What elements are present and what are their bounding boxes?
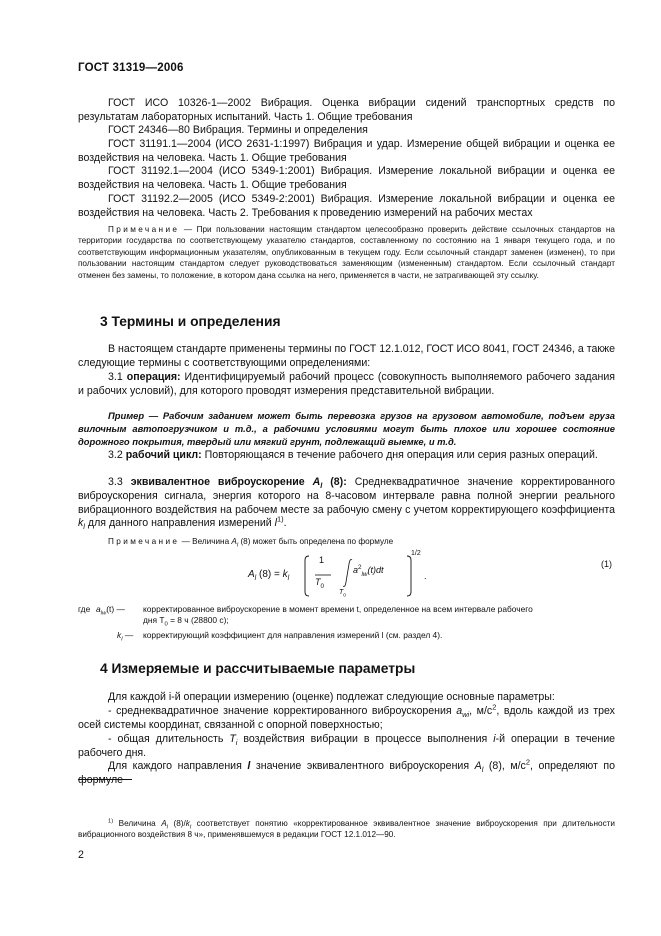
note-formula: Примечание — Величина $A_l$ (8) может быть определена по формуле [108, 537, 394, 549]
section3-intro: В настоящем стандарте применены термины по ГОСТ 12.1.012, ГОСТ ИСО 8041, ГОСТ 24346, а также следующие термины с соответствующими определениями: [78, 343, 615, 369]
note-references [78, 224, 615, 281]
section4-p2: - среднеквадратичное значение корректированного виброускорения $a_{wi}$, $м/с^2$, вдоль каждой из трех осей системы координат, связанной с опорной поверхностью; [78, 702, 615, 731]
section4-p4: Для каждого направления l значение эквивалентного виброускорения $A_l$ (8), $м/с^2$, определяют по формуле [78, 757, 615, 786]
document-code: ГОСТ 31319—2006 [78, 62, 184, 74]
section4-p1: Для каждой i-й операции измерению (оценке) подлежат следующие основные параметры: [108, 691, 555, 703]
section-heading-3: 3 Термины и определения [100, 314, 281, 329]
where-symbol-k: $k_l$ — [117, 630, 134, 643]
term-name: операция: [126, 371, 181, 383]
section-heading-4: 4 Измеряемые и рассчитываемые параметры [100, 661, 416, 676]
example-text: Пример — Рабочим заданием может быть перевозка грузов на грузовом автомобиле, подъем груза вилочным автопогрузчиком и т.д., а рабочими условиями могут быть плохое или хорошее состояние дорожного покрытия, твердый или мягкий грунт, подлежащий выемке, и т.д. [78, 410, 615, 447]
where-def-k: корректирующий коэффициент для направления измерений l (см. раздел 4). [143, 630, 443, 640]
footnote: $^{1)}$ Величина $A_l$ $(8)/k_l$ соответствует понятию «корректированное эквивалентное значение виброускорения при длительности вибрационного воздействия 8 ч», применявшемуся в редакции ГОСТ 12.1.012—90. [78, 818, 616, 840]
footnote-rule [78, 779, 132, 780]
term-3-3: 3.3 эквивалентное виброускорение $A_l$ (8): Среднеквадратичное значение корректированного виброускорения сигнала, энергия которого на 8-часовом интервале равна полной энергии реального вибрационного воздействия на рабочем месте за рабочую смену с учетом корректирующего коэффициента $k_l$ для данного направления измерений $l^{1)}$. [78, 476, 615, 532]
where-symbol-a: $a_{lw}(t)$ — [96, 604, 125, 617]
page-number: 2 [78, 849, 84, 861]
reference-item: ГОСТ ИСО 10326-1—2002 Вибрация. Оценка вибрации сидений транспортных средств по результатам лабораторных испытаний. Часть 1. Общие требования [78, 97, 615, 123]
where-label: где [78, 604, 91, 614]
note-text: — При пользовании настоящим стандартом целесообразно проверить действие ссылочных стандартов на территории государства по соответствующему указателю стандартов, составленному по состоянию на 1 января текущего года, и по соответствующим информационным указателям, опубликованным в текущем году. Если ссылочный стандарт заменен (изменен), то при пользовании настоящим стандартом следует руководствоваться заменяющим (измененным) стандартом. Если ссылочный стандарт отменен без замены, то положение, в котором дана ссылка на него, применяется в части, не затрагивающей эту ссылку. [78, 225, 615, 280]
reference-item: ГОСТ 24346—80 Вибрация. Термины и определения [108, 124, 368, 136]
note-label: Примечание [108, 225, 180, 234]
reference-item: ГОСТ 31191.1—2004 (ИСО 2631-1:1997) Вибрация и удар. Измерение общей вибрации и оценка ее воздействия на человека. Часть 1. Общие требования [78, 138, 615, 164]
reference-item: ГОСТ 31192.2—2005 (ИСО 5349-2:2001) Вибрация. Измерение локальной вибрации и оценка ее воздействия на человека. Часть 2. Требования к проведению измерений на рабочих местах [78, 193, 615, 219]
term-name: эквивалентное виброускорение $A_l$ (8): [130, 476, 347, 491]
term-3-1: 3.1 операция: Идентифицируемый рабочий процесс (совокупность выполняемого рабочего задания и рабочих условий), для которого проводят измерения представительной вибрации. [78, 371, 615, 397]
formula-number: (1) [601, 559, 612, 569]
section4-p3: - общая длительность $T_i$ воздействия вибрации в процессе выполнения i-й операции в течение рабочего дня. [78, 733, 616, 759]
term-name: рабочий цикл: [125, 449, 202, 461]
where-def-a: корректированное виброускорение в момент времени t, определенное на всем интервале рабочего дня $T_0 = 8$ ч (28800 с); [143, 604, 533, 629]
reference-item: ГОСТ 31192.1—2004 (ИСО 5349-1:2001) Вибрация. Измерение локальной вибрации и оценка ее воздействия на человека. Часть 1. Общие требования [78, 165, 615, 191]
term-3-2: 3.2 рабочий цикл: Повторяющаяся в течение рабочего дня операция или серия разных операций. [108, 449, 598, 461]
